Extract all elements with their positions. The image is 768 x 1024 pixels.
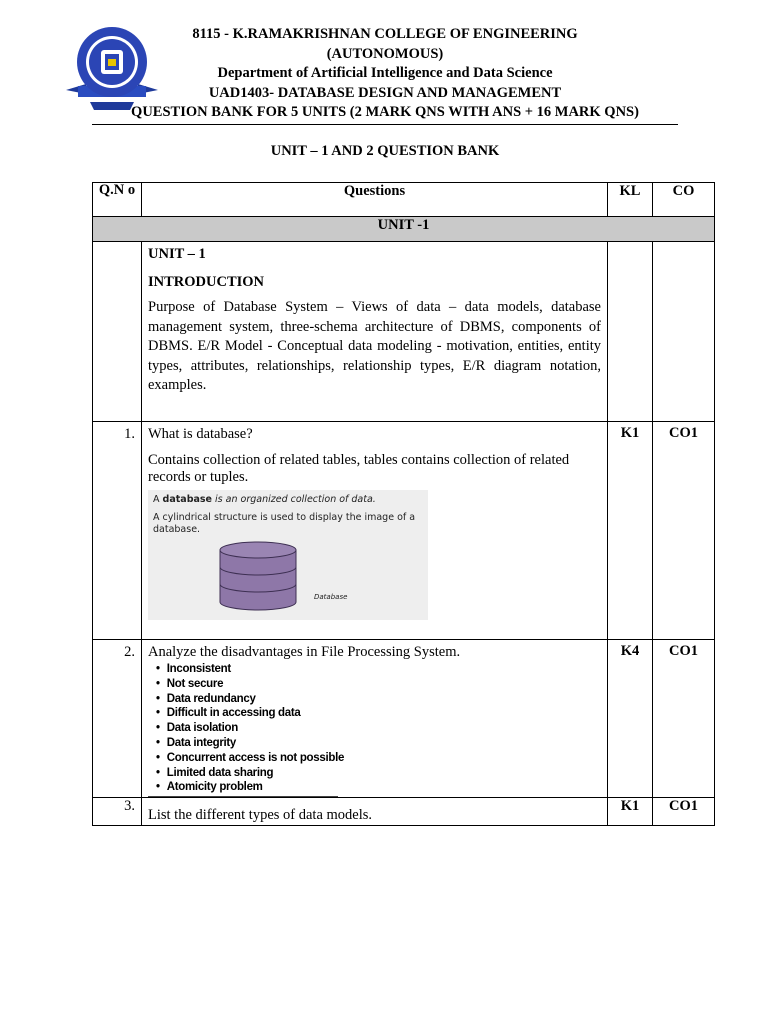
knowledge-level: K1	[608, 798, 653, 826]
empty-cell	[653, 242, 715, 422]
question-number: 3.	[93, 798, 142, 826]
question-cell	[142, 640, 608, 798]
header-questions: Questions	[142, 183, 608, 217]
figure-definition-text: is an organized collection of data.	[215, 494, 376, 505]
figure-description: A cylindrical structure is used to display the image of a database.	[153, 512, 416, 535]
course-outcome: CO1	[653, 640, 715, 798]
question-text: List the different types of data models.	[148, 807, 373, 824]
question-table	[92, 182, 715, 826]
figure-caption: Database	[314, 593, 348, 601]
figure-prefix: A	[153, 494, 160, 505]
table-row	[93, 422, 715, 640]
course-outcome: CO1	[653, 422, 715, 640]
unit-banner: UNIT -1	[93, 217, 715, 242]
syllabus-cell	[142, 242, 608, 422]
list-item: • Atomicity problem	[156, 780, 601, 795]
course-title: UAD1403- DATABASE DESIGN AND MANAGEMENT	[208, 84, 562, 101]
question-text: Analyze the disadvantages in File Processing System.	[148, 644, 461, 660]
header-co: CO	[653, 183, 715, 217]
figure-definition	[153, 494, 376, 506]
department-name: Department of Artificial Intelligence and Data Science	[217, 65, 553, 81]
list-item: • Concurrent access is not possible	[156, 751, 601, 766]
document-header	[92, 25, 678, 123]
list-item: • Data redundancy	[156, 692, 601, 707]
syllabus-row	[93, 242, 715, 422]
knowledge-level: K4	[608, 640, 653, 798]
table-row	[93, 798, 715, 826]
question-cell	[142, 422, 608, 640]
list-item: • Difficult in accessing data	[156, 706, 601, 721]
list-item: • Not secure	[156, 677, 601, 692]
question-number: 1.	[93, 422, 142, 640]
question-cell	[142, 798, 608, 826]
header-kl: KL	[608, 183, 653, 217]
database-cylinder-icon	[218, 540, 298, 612]
list-item: • Data integrity	[156, 736, 601, 751]
syllabus-unit-title: UNIT – 1	[148, 246, 206, 262]
empty-cell	[608, 242, 653, 422]
database-figure	[148, 490, 428, 620]
college-name: 8115 - K.RAMAKRISHNAN COLLEGE OF ENGINEERING	[192, 26, 578, 42]
syllabus-heading: INTRODUCTION	[148, 274, 265, 290]
table-row	[93, 640, 715, 798]
list-item: • Limited data sharing	[156, 766, 601, 781]
course-outcome: CO1	[653, 798, 715, 826]
question-bank-title: QUESTION BANK FOR 5 UNITS (2 MARK QNS WITH ANS + 16 MARK QNS)	[131, 104, 639, 120]
page-subtitle: UNIT – 1 AND 2 QUESTION BANK	[270, 143, 500, 159]
unit-banner-row	[93, 217, 715, 242]
knowledge-level: K1	[608, 422, 653, 640]
list-item: • Data isolation	[156, 721, 601, 736]
answer-text: Contains collection of related tables, tables contains collection of related records or tuples.	[148, 452, 570, 485]
question-number: 2.	[93, 640, 142, 798]
question-text: What is database?	[148, 426, 253, 442]
empty-cell	[93, 242, 142, 422]
syllabus-text: Purpose of Database System – Views of data – data models, database management system, three-schema architecture of DBMS, components of DBMS. E/R Model - Conceptual data modeling - motivation, entities, entity types, attributes, relationships, relationship types, E/R diagram notation, examples.	[148, 299, 601, 393]
figure-term: database	[162, 494, 213, 505]
header-divider	[92, 124, 678, 125]
header-qno: Q.N o	[93, 183, 142, 217]
disadvantages-list	[148, 662, 601, 795]
table-header-row	[93, 183, 715, 217]
autonomous-label: (AUTONOMOUS)	[326, 45, 444, 62]
list-item: • Inconsistent	[156, 662, 601, 677]
